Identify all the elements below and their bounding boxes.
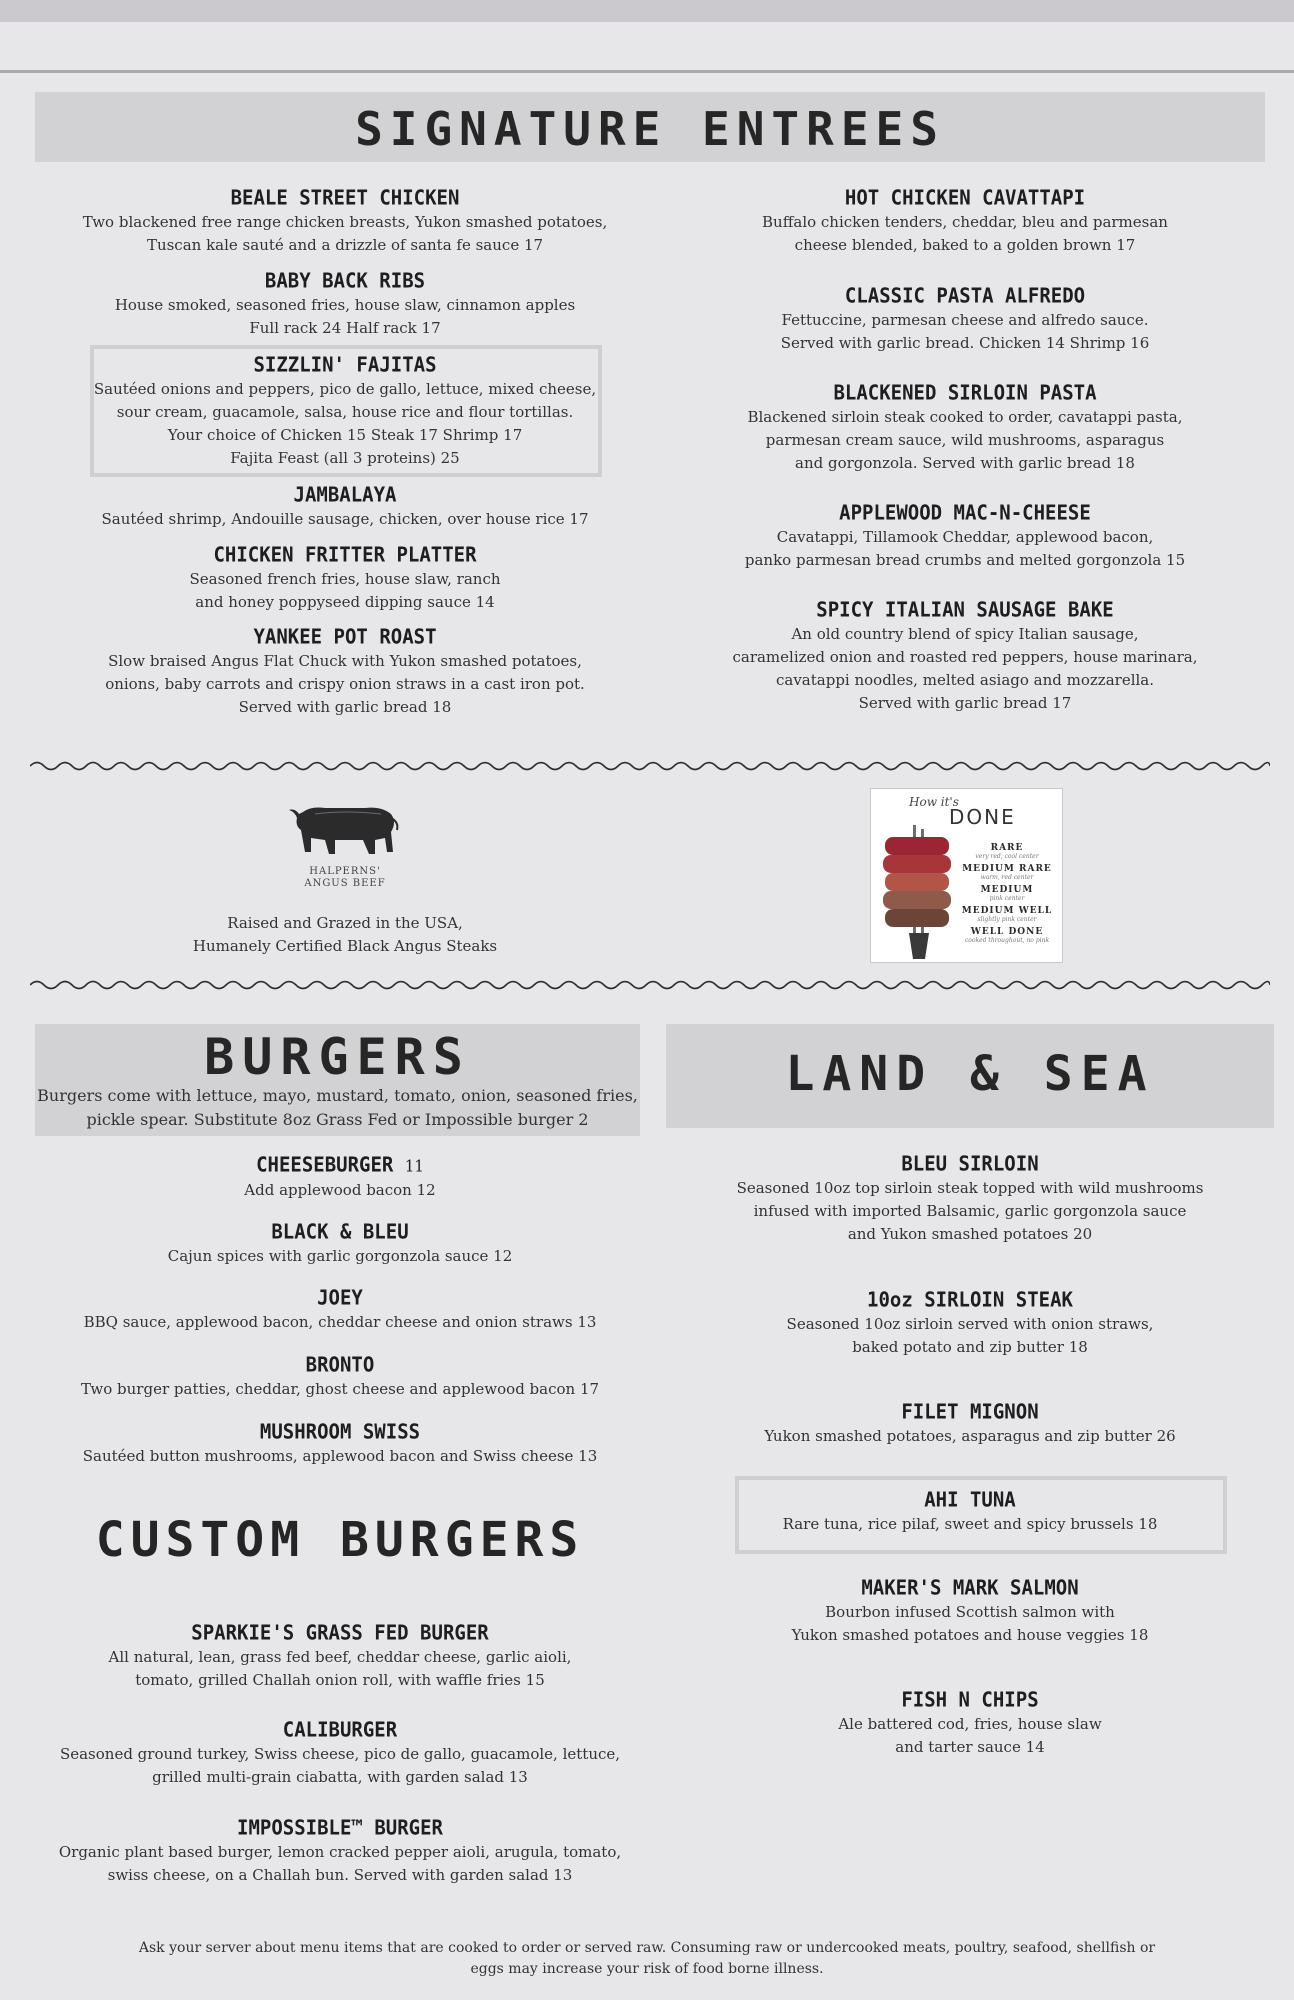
item-desc: Seasoned 10oz sirloin served with onion straws, xyxy=(786,1315,1154,1333)
item-name: JOEY xyxy=(317,1286,363,1310)
menu-item xyxy=(700,1487,1240,1536)
item-desc: BBQ sauce, applewood bacon, cheddar cheese and onion straws 13 xyxy=(83,1313,597,1331)
item-desc: Fajita Feast (all 3 proteins) 25 xyxy=(230,449,460,467)
item-price: 11 xyxy=(404,1156,424,1176)
menu-item xyxy=(80,482,610,531)
menu-item xyxy=(80,352,610,470)
item-desc: Served with garlic bread. Chicken 14 Shrimp 16 xyxy=(780,334,1150,352)
menu-item xyxy=(50,1620,630,1692)
item-desc: Blackened sirloin steak cooked to order, cavatappi pasta, xyxy=(747,408,1183,426)
menu-item xyxy=(700,597,1230,715)
level-name: MEDIUM WELL xyxy=(961,906,1053,916)
menu-item xyxy=(60,1219,620,1268)
item-desc: Sautéed shrimp, Andouille sausage, chicken, over house rice 17 xyxy=(101,510,589,528)
menu-item xyxy=(700,380,1230,475)
menu-item xyxy=(80,542,610,614)
item-desc: cheese blended, baked to a golden brown 17 xyxy=(794,236,1136,254)
beef-caption-line1: Raised and Grazed in the USA, xyxy=(227,914,463,932)
item-name: SIZZLIN' FAJITAS xyxy=(253,353,437,377)
item-name: 10oz SIRLOIN STEAK xyxy=(867,1288,1073,1312)
menu-item xyxy=(50,1815,630,1887)
item-desc: Seasoned ground turkey, Swiss cheese, pico de gallo, guacamole, lettuce, xyxy=(59,1745,621,1763)
steak-layer-medium-rare xyxy=(883,855,951,873)
item-name: BLACK & BLEU xyxy=(271,1220,409,1244)
logo-text-line2: ANGUS BEEF xyxy=(304,878,386,889)
item-desc: Add applewood bacon 12 xyxy=(244,1181,436,1199)
menu-item xyxy=(80,185,610,257)
item-name: SPARKIE'S GRASS FED BURGER xyxy=(191,1621,489,1645)
item-desc: caramelized onion and roasted red peppers, house marinara, xyxy=(732,648,1198,666)
item-desc: Sautéed button mushrooms, applewood bacon and Swiss cheese 13 xyxy=(82,1447,598,1465)
doneness-script: How it's xyxy=(909,795,959,809)
item-name: MAKER'S MARK SALMON xyxy=(861,1576,1079,1600)
wavy-divider-bottom xyxy=(30,978,1270,992)
menu-item xyxy=(60,1352,620,1401)
doneness-level xyxy=(953,885,1061,903)
beef-caption-line2: Humanely Certified Black Angus Steaks xyxy=(192,937,498,955)
item-name: SPICY ITALIAN SAUSAGE BAKE xyxy=(816,598,1114,622)
item-desc: Yukon smashed potatoes and house veggies 18 xyxy=(791,1626,1149,1644)
item-desc: Served with garlic bread 18 xyxy=(238,698,452,716)
item-name: JAMBALAYA xyxy=(293,483,397,507)
doneness-level xyxy=(953,927,1061,945)
item-name: FILET MIGNON xyxy=(901,1400,1039,1424)
landsea-banner xyxy=(666,1024,1274,1128)
item-desc: and honey poppyseed dipping sauce 14 xyxy=(195,593,495,611)
item-desc: Ale battered cod, fries, house slaw xyxy=(838,1715,1102,1733)
item-name: IMPOSSIBLE™ BURGER xyxy=(237,1816,443,1840)
item-desc: grilled multi-grain ciabatta, with garden salad 13 xyxy=(152,1768,528,1786)
signature-title: SIGNATURE ENTREES xyxy=(355,102,945,156)
top-rule xyxy=(0,70,1294,73)
menu-item xyxy=(60,1285,620,1334)
item-name: CHICKEN FRITTER PLATTER xyxy=(213,543,477,567)
signature-banner xyxy=(35,92,1265,162)
item-desc: Organic plant based burger, lemon cracked pepper aioli, arugula, tomato, xyxy=(58,1843,622,1861)
item-desc: Cajun spices with garlic gorgonzola sauce 12 xyxy=(167,1247,513,1265)
item-desc: infused with imported Balsamic, garlic gorgonzola sauce xyxy=(753,1202,1187,1220)
steak-stack-icon xyxy=(877,825,957,965)
item-name: AHI TUNA xyxy=(924,1488,1016,1512)
item-name: BABY BACK RIBS xyxy=(264,269,426,293)
item-desc: sour cream, guacamole, salsa, house rice and flour tortillas. xyxy=(116,403,574,421)
item-name: CALIBURGER xyxy=(282,1718,398,1742)
item-name: BRONTO xyxy=(305,1353,375,1377)
doneness-level xyxy=(953,906,1061,924)
menu-item xyxy=(700,1151,1240,1246)
burgers-intro-line1: Burgers come with lettuce, mayo, mustard, tomato, onion, seasoned fries, xyxy=(37,1086,638,1105)
item-desc: tomato, grilled Challah onion roll, with waffle fries 15 xyxy=(135,1671,545,1689)
menu-item xyxy=(700,1575,1240,1647)
item-desc: Two burger patties, cheddar, ghost cheese and applewood bacon 17 xyxy=(80,1380,600,1398)
item-desc: Seasoned 10oz top sirloin steak topped with wild mushrooms xyxy=(736,1179,1204,1197)
level-desc: pink center xyxy=(989,895,1025,902)
item-name: MUSHROOM SWISS xyxy=(259,1420,421,1444)
menu-item xyxy=(60,1152,620,1202)
steak-layer-rare xyxy=(885,837,949,855)
item-name: HOT CHICKEN CAVATTAPI xyxy=(844,186,1086,210)
level-name: MEDIUM RARE xyxy=(962,864,1052,874)
bull-icon xyxy=(285,800,405,862)
menu-item xyxy=(80,624,610,719)
item-name: BLEU SIRLOIN xyxy=(901,1152,1039,1176)
item-desc: House smoked, seasoned fries, house slaw, cinnamon apples xyxy=(114,296,576,314)
footer-line2: eggs may increase your risk of food borne illness. xyxy=(470,1961,824,1977)
level-name: RARE xyxy=(990,843,1024,853)
level-desc: cooked throughout, no pink xyxy=(964,937,1050,944)
level-desc: very red, cool center xyxy=(975,853,1039,860)
item-name: BLACKENED SIRLOIN PASTA xyxy=(833,381,1097,405)
burgers-intro xyxy=(35,1084,640,1132)
menu-item xyxy=(60,1419,620,1468)
item-name: CLASSIC PASTA ALFREDO xyxy=(844,284,1086,308)
steak-layer-medium-well xyxy=(883,891,951,909)
logo-text-line1: HALPERNS' xyxy=(309,866,381,877)
item-desc: Buffalo chicken tenders, cheddar, bleu and parmesan xyxy=(762,213,1168,231)
footer-line1: Ask your server about menu items that are cooked to order or served raw. Consuming raw or undercooked meats, poultry, seafood, shellfish or xyxy=(138,1940,1156,1956)
item-desc: Fettuccine, parmesan cheese and alfredo sauce. xyxy=(781,311,1149,329)
item-name: BEALE STREET CHICKEN xyxy=(230,186,460,210)
item-name: APPLEWOOD MAC-N-CHEESE xyxy=(839,501,1091,525)
item-desc: Full rack 24 Half rack 17 xyxy=(249,319,441,337)
doneness-levels xyxy=(953,843,1061,945)
item-name: CHEESEBURGER 11 xyxy=(256,1153,424,1177)
menu-item xyxy=(700,1687,1240,1759)
item-desc: Bourbon infused Scottish salmon with xyxy=(825,1603,1115,1621)
custom-burgers-title: CUSTOM BURGERS xyxy=(95,1512,585,1568)
menu-item xyxy=(80,268,610,340)
doneness-level xyxy=(953,864,1061,882)
level-name: WELL DONE xyxy=(970,927,1044,937)
item-desc: Cavatappi, Tillamook Cheddar, applewood bacon, xyxy=(776,528,1154,546)
footer-disclaimer xyxy=(60,1938,1234,1980)
doneness-title: DONE xyxy=(949,805,1016,829)
menu-item xyxy=(700,283,1230,355)
menu-item xyxy=(50,1717,630,1789)
level-name: MEDIUM xyxy=(980,885,1034,895)
doneness-card xyxy=(870,788,1063,963)
menu-item xyxy=(700,1287,1240,1359)
item-desc: panko parmesan bread crumbs and melted gorgonzola 15 xyxy=(744,551,1186,569)
top-bar xyxy=(0,0,1294,22)
item-name: YANKEE POT ROAST xyxy=(253,625,437,649)
steak-layer-well-done xyxy=(885,909,949,927)
item-desc: and tarter sauce 14 xyxy=(895,1738,1045,1756)
burgers-banner xyxy=(35,1024,640,1136)
item-desc: An old country blend of spicy Italian sausage, xyxy=(791,625,1139,643)
beef-caption xyxy=(140,912,550,958)
item-desc: parmesan cream sauce, wild mushrooms, asparagus xyxy=(765,431,1165,449)
menu-item xyxy=(700,185,1230,257)
item-desc: and gorgonzola. Served with garlic bread 18 xyxy=(795,454,1135,472)
item-desc: swiss cheese, on a Challah bun. Served with garden salad 13 xyxy=(107,1866,573,1884)
item-desc: Slow braised Angus Flat Chuck with Yukon smashed potatoes, xyxy=(108,652,582,670)
item-desc: Tuscan kale sauté and a drizzle of santa fe sauce 17 xyxy=(146,236,544,254)
steak-layer-medium xyxy=(885,873,949,891)
item-desc: Sautéed onions and peppers, pico de gallo, lettuce, mixed cheese, xyxy=(93,380,597,398)
item-desc: and Yukon smashed potatoes 20 xyxy=(847,1225,1093,1243)
item-desc: All natural, lean, grass fed beef, cheddar cheese, garlic aioli, xyxy=(108,1648,572,1666)
angus-beef-logo xyxy=(280,800,410,900)
menu-item xyxy=(700,1399,1240,1448)
level-desc: slightly pink center xyxy=(977,916,1037,923)
level-desc: warm, red center xyxy=(980,874,1034,881)
item-desc: baked potato and zip butter 18 xyxy=(852,1338,1088,1356)
item-desc: Yukon smashed potatoes, asparagus and zip butter 26 xyxy=(764,1427,1176,1445)
item-desc: Your choice of Chicken 15 Steak 17 Shrimp 17 xyxy=(167,426,523,444)
item-desc: onions, baby carrots and crispy onion straws in a cast iron pot. xyxy=(105,675,585,693)
burgers-intro-line2: pickle spear. Substitute 8oz Grass Fed or Impossible burger 2 xyxy=(86,1110,589,1129)
landsea-title: LAND & SEA xyxy=(785,1046,1155,1102)
item-desc: Seasoned french fries, house slaw, ranch xyxy=(189,570,501,588)
item-desc: Served with garlic bread 17 xyxy=(858,694,1072,712)
doneness-level xyxy=(953,843,1061,861)
item-desc: cavatappi noodles, melted asiago and mozzarella. xyxy=(775,671,1155,689)
item-desc: Two blackened free range chicken breasts, Yukon smashed potatoes, xyxy=(82,213,608,231)
item-name: FISH N CHIPS xyxy=(901,1688,1039,1712)
wavy-divider-top xyxy=(30,759,1270,773)
item-desc: Rare tuna, rice pilaf, sweet and spicy brussels 18 xyxy=(782,1515,1158,1533)
burgers-title: BURGERS xyxy=(204,1028,471,1086)
menu-item xyxy=(700,500,1230,572)
